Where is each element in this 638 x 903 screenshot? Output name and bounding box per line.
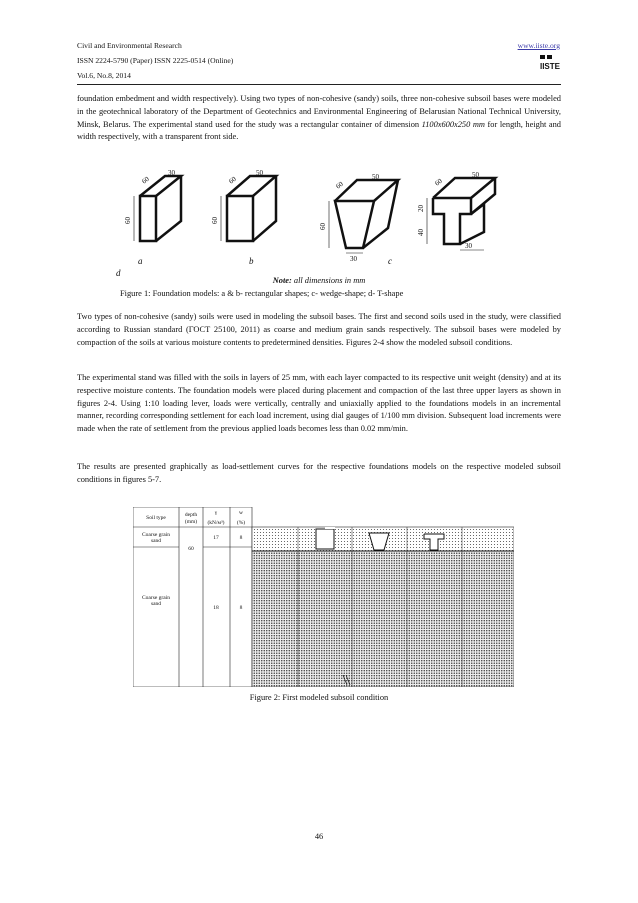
dim-b-length: 60	[227, 174, 238, 186]
paragraph-3: The experimental stand was filled with the soils in layers of 25 mm, with each layer compacted to its respective unit weight (density) and at its respective moisture contents. The foundation models were placed during placement and compaction of the last three upper layers as shown in figures 2-4. Using 1:10 loading lever, loads were vertically, centrally and uniaxially applied to the foundations models in an incremental manner, recording corresponding settlement for each load increment, using dial gauges of 1/100 mm division. Subsequent load increments were made when the rate of settlement from the previous applied loads becomes less than 0.02 mm/min.	[77, 373, 561, 434]
dim-c-bottom: 30	[350, 255, 357, 263]
dim-d-length: 60	[433, 176, 444, 188]
foundation-model-a	[140, 176, 181, 241]
dim-c-length: 60	[334, 179, 345, 191]
page-number: 46	[314, 832, 324, 841]
figure-2-subsoil-condition	[133, 507, 514, 687]
header-gamma-unit: (kN/м³)	[207, 520, 225, 526]
paragraph-2: Two types of non-cohesive (sandy) soils were used in modeling the subsoil bases. The first and second soils used in the study, were classified according to Russian standard (ГОСТ 25100, 2011) as coarse and medium grain sands respectively. The subsoil bases were modeled by compaction of the soils at various moisture contents to predetermined densities. Figures 2-4 show the modeled subsoil conditions.	[77, 312, 561, 347]
paragraph-1-text: foundation embedment and width respectively). Using two types of non-cohesive (sandy) soils, three non-cohesive subsoil bases were modeled in the geotechnical laboratory of the Department of Geotechnics and Environmental Engineering of Belarusian National Technical University, Minsk, Belarus. The experimental stand used for the study was a rectangular container of dimension 1100x600x250 mm for length, height and width respectively, with a transparent front side.	[77, 94, 561, 142]
row1-depth: 60	[188, 546, 194, 552]
header-depth-unit: (mm)	[184, 519, 198, 525]
dim-d-height-top: 20	[417, 205, 425, 212]
iiste-logo	[539, 54, 561, 72]
foundation-model-d	[433, 178, 495, 244]
row2-soil-line2: sand	[150, 601, 162, 607]
volume-line: Vol.6, No.8, 2014	[77, 71, 131, 80]
row1-soil-line2: sand	[150, 538, 162, 544]
journal-url-link[interactable]: www.iiste.org	[517, 41, 560, 50]
label-c: c	[388, 256, 392, 266]
label-a: a	[138, 256, 143, 266]
row2-w: 8	[239, 605, 243, 611]
header-soil-type: Soil type	[146, 515, 166, 521]
logo-text: IISTE	[539, 62, 561, 71]
row1-gamma: 17	[213, 535, 219, 541]
dim-d-bottom: 30	[465, 242, 472, 250]
row1-w: 8	[239, 535, 243, 541]
dim-d-height-bottom: 40	[417, 229, 425, 236]
header-rule	[77, 84, 561, 85]
dim-a-width: 30	[168, 169, 175, 177]
figure-2-caption: Figure 2: First modeled subsoil condition	[249, 693, 389, 702]
dim-c-width: 50	[372, 173, 379, 181]
note-text: all dimensions in mm	[291, 276, 366, 285]
row2-gamma: 18	[213, 605, 219, 611]
dim-d-width: 50	[472, 171, 479, 179]
dim-b-height: 60	[211, 217, 219, 224]
subsoil-cross-section	[252, 527, 514, 687]
dim-c-height: 60	[319, 223, 327, 230]
label-b: b	[249, 256, 254, 266]
figure-1-note	[0, 276, 638, 285]
dim-a-length: 60	[140, 174, 151, 186]
stand-dimensions: 1100x600x250 mm	[421, 119, 485, 129]
issn-line: ISSN 2224-5790 (Paper) ISSN 2225-0514 (Online)	[77, 56, 234, 65]
paragraph-4: The results are presented graphically as load-settlement curves for the respective foundations models on the respective modeled subsoil conditions in figures 5-7.	[77, 462, 561, 484]
paragraph-1	[77, 93, 561, 144]
foundation-model-b	[227, 176, 276, 241]
figure-1-foundation-models	[110, 166, 530, 276]
model-a-in-soil	[316, 529, 334, 549]
header-w-unit: (%)	[236, 520, 246, 526]
row2-soil-line1: Coarse grain	[142, 595, 170, 601]
note-label: Note:	[272, 276, 292, 285]
foundation-model-c	[335, 180, 398, 248]
journal-name: Civil and Environmental Research	[77, 41, 182, 50]
header-gamma: γ	[214, 510, 218, 516]
label-d: d	[116, 268, 121, 278]
header-depth: depth	[184, 512, 198, 518]
dim-a-height: 60	[124, 217, 132, 224]
header-w: w	[239, 510, 243, 516]
figure-1-caption: Figure 1: Foundation models: a & b- rectangular shapes; c- wedge-shape; d- T-shape	[120, 289, 404, 298]
dim-b-width: 50	[256, 169, 263, 177]
row1-soil-line1: Coarse grain	[142, 532, 170, 538]
